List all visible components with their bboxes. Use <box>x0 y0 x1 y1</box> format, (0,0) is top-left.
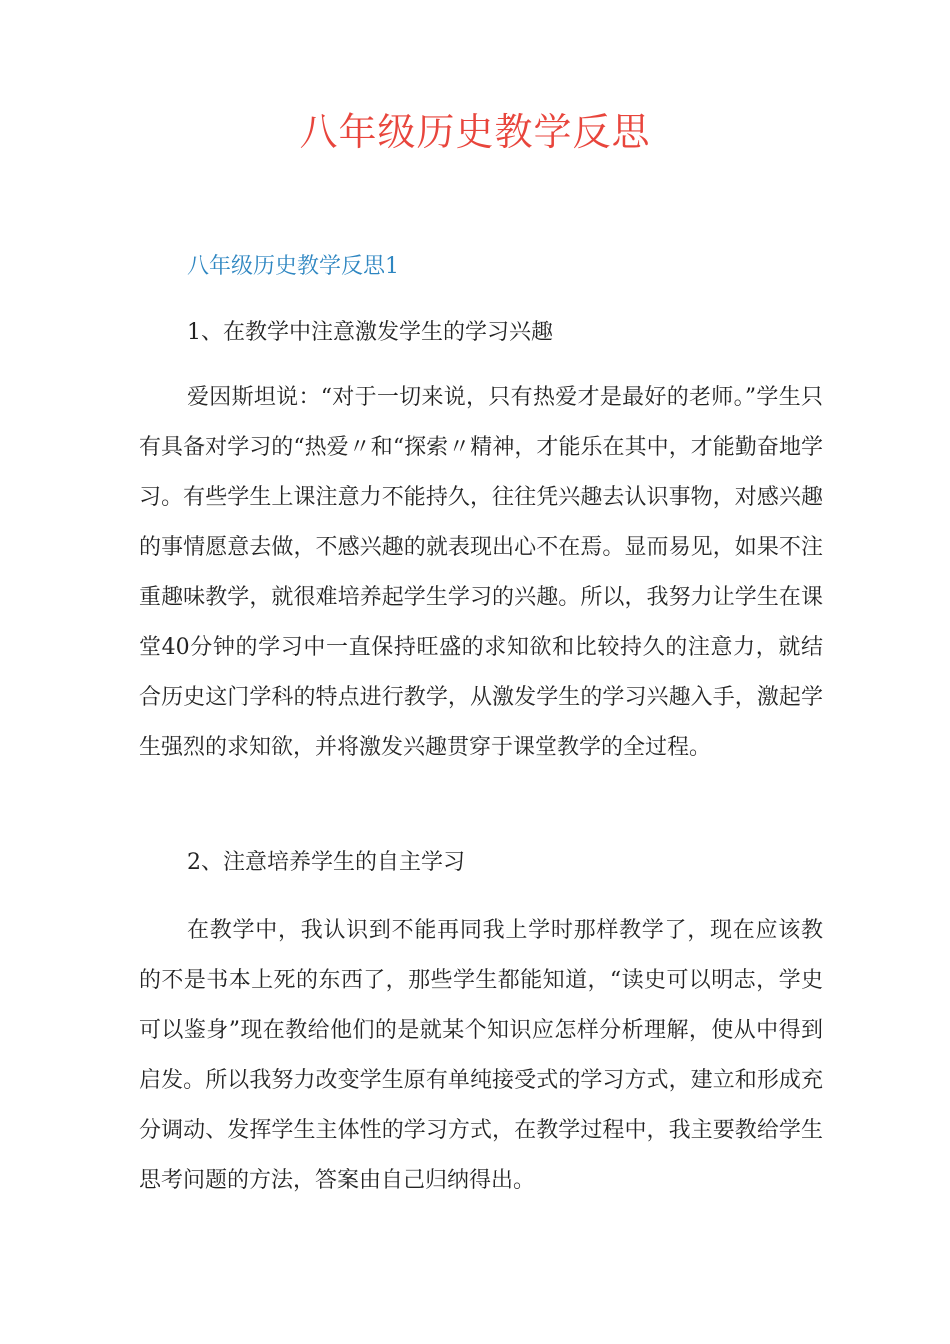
point-paragraph-1: 爱因斯坦说：“对于一切来说，只有热爱才是最好的老师。”学生只有具备对学习的“热爱〃和“探索〃精神，才能乐在其中，才能勤奋地学习。有些学生上课注意力不能持久，往往凭兴趣去认识事物，对感兴趣的事情愿意去做，不感兴趣的就表现出心不在焉。显而易见，如果不注重趣味教学，就很难培养起学生学习的兴趣。所以，我努力让学生在课堂40分钟的学习中一直保持旺盛的求知欲和比较持久的注意力，就结合历史这门学科的特点进行教学，从激发学生的学习兴趣入手，激起学生强烈的求知欲，并将激发兴趣贯穿于课堂教学的全过程。 <box>139 385 823 760</box>
point-heading-1: 1、在教学中注意激发学生的学习兴趣 <box>187 320 553 345</box>
point-paragraph-2: 在教学中，我认识到不能再同我上学时那样教学了，现在应该教的不是书本上死的东西了，那些学生都能知道，“读史可以明志，学史可以鉴身”现在教给他们的是就某个知识应怎样分析理解，使从中得到启发。所以我努力改变学生原有单纯接受式的学习方式，建立和形成充分调动、发挥学生主体性的学习方式，在教学过程中，我主要教给学生思考问题的方法，答案由自己归纳得出。 <box>139 918 823 1193</box>
section-heading: 八年级历史教学反思1 <box>187 254 399 279</box>
point-heading-2: 2、注意培养学生的自主学习 <box>187 850 465 875</box>
page-title: 八年级历史教学反思 <box>299 110 651 154</box>
